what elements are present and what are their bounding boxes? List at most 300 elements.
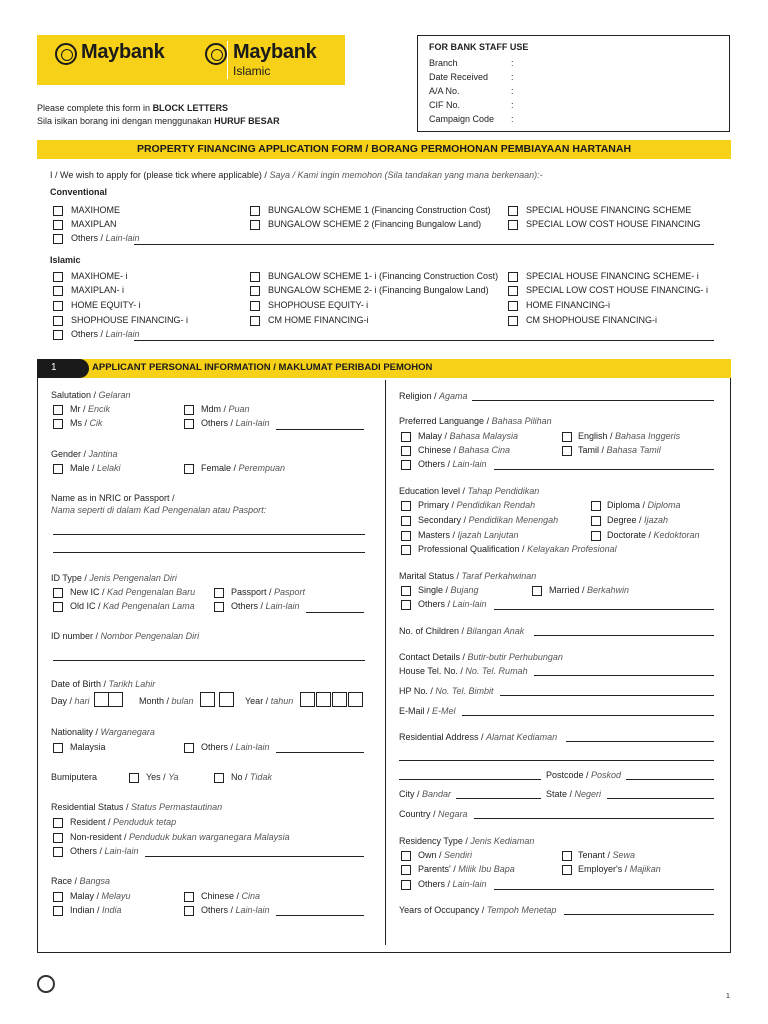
colon: : — [511, 86, 514, 96]
nationality-others-field[interactable] — [276, 752, 364, 753]
label-en: English / — [578, 431, 616, 441]
salutation-others-label — [201, 418, 270, 428]
married-label — [549, 585, 629, 595]
label-my: hari — [74, 696, 90, 706]
state-label — [546, 789, 601, 799]
maxiplan-i-checkbox[interactable] — [53, 286, 63, 296]
race-malay-checkbox[interactable] — [53, 892, 63, 902]
edu-doctorate-checkbox[interactable] — [591, 531, 601, 541]
shophouse-fin-i-label: SHOPHOUSE FINANCING- i — [71, 315, 189, 325]
bumiputera-label: Bumiputera — [51, 772, 98, 782]
children-field[interactable] — [534, 635, 714, 636]
label-my: Bahasa Tamil — [606, 445, 661, 455]
special-lowcost-i-label: SPECIAL LOW COST HOUSE FINANCING- i — [526, 285, 709, 295]
label-en: Parents' / — [418, 864, 459, 874]
staff-branch-label: Branch — [429, 58, 458, 68]
occupancy-field[interactable] — [564, 914, 714, 915]
label-en: Others / — [418, 459, 453, 469]
label-en: Secondary / — [418, 515, 469, 525]
special-house-checkbox[interactable] — [508, 206, 518, 216]
label-en: Others / — [201, 742, 236, 752]
maxihome-i-checkbox[interactable] — [53, 272, 63, 282]
restype-others-checkbox[interactable] — [401, 880, 411, 890]
address-field-2[interactable] — [399, 760, 714, 761]
edu-diploma-label — [607, 500, 681, 510]
edu-primary-label — [418, 500, 535, 510]
label-my: Milik Ibu Bapa — [458, 864, 515, 874]
resstatus-others-label — [70, 846, 139, 856]
single-checkbox[interactable] — [401, 586, 411, 596]
label-my: Jantina — [88, 449, 118, 459]
label-my: Bahasa Malaysia — [449, 431, 519, 441]
idtype-others-checkbox[interactable] — [214, 602, 224, 612]
bumi-no-checkbox[interactable] — [214, 773, 224, 783]
label-my: Jenis Pengenalan Diri — [89, 573, 177, 583]
label-my: Cik — [89, 418, 103, 428]
label-my: Cina — [241, 891, 261, 901]
label-my: Bilangan Anak — [466, 626, 525, 636]
resident-label — [70, 817, 176, 827]
label-my: Berkahwin — [587, 585, 630, 595]
edu-degree-checkbox[interactable] — [591, 516, 601, 526]
label-my: Tahap Pendidikan — [467, 486, 540, 496]
label-en: Date of Birth / — [51, 679, 109, 689]
section-number: 1 — [51, 362, 57, 373]
bumi-yes-label — [146, 772, 179, 782]
race-malay-label — [70, 891, 131, 901]
label-my: Kelayakan Profesional — [527, 544, 617, 554]
special-lowcost-checkbox[interactable] — [508, 220, 518, 230]
year-box-1[interactable] — [300, 692, 315, 707]
shophouse-equity-i-label: SHOPHOUSE EQUITY- i — [268, 300, 369, 310]
city-field[interactable] — [456, 798, 541, 799]
lang-english-label — [578, 431, 680, 441]
lang-others-label — [418, 459, 487, 469]
children-label — [399, 626, 524, 636]
restype-others-label — [418, 879, 487, 889]
new-ic-label — [70, 587, 195, 597]
label-my: Warganegara — [100, 727, 155, 737]
bungalow2-label: BUNGALOW SCHEME 2 (Financing Bungalow Land) — [268, 219, 482, 229]
label-my: Lain-lain — [235, 905, 270, 915]
own-label — [418, 850, 472, 860]
tenant-label — [578, 850, 635, 860]
single-label — [418, 585, 479, 595]
married-checkbox[interactable] — [532, 586, 542, 596]
bank-staff-use-box — [417, 35, 730, 132]
salutation-label — [51, 390, 131, 400]
logo-divider — [227, 41, 228, 79]
label-en: Month / — [139, 696, 172, 706]
malaysia-label: Malaysia — [70, 742, 106, 752]
malaysia-checkbox[interactable] — [53, 743, 63, 753]
label-en: Postcode / — [546, 770, 592, 780]
gender-label — [51, 449, 118, 459]
label-en: Year / — [245, 696, 271, 706]
staff-box-title: FOR BANK STAFF USE — [429, 42, 529, 52]
label-my: India — [102, 905, 122, 915]
address-field-3[interactable] — [399, 779, 541, 780]
home-fin-i-label: HOME FINANCING-i — [526, 300, 610, 310]
nonresident-checkbox[interactable] — [53, 833, 63, 843]
label-my: Poskod — [591, 770, 622, 780]
label-my: E-Mel — [432, 706, 456, 716]
staff-cif-label: CIF No. — [429, 100, 461, 110]
section-number-badge — [37, 359, 89, 378]
male-checkbox[interactable] — [53, 464, 63, 474]
year-label — [245, 696, 293, 706]
religion-label — [399, 391, 468, 401]
marital-others-checkbox[interactable] — [401, 600, 411, 610]
lang-tamil-label — [578, 445, 661, 455]
label-my: Lain-lain — [235, 742, 270, 752]
lang-malay-label — [418, 431, 518, 441]
maybank-tiger-icon — [55, 43, 77, 65]
label-my: Jenis Kediaman — [470, 836, 535, 846]
label-my: Butir-butir Perhubungan — [467, 652, 563, 662]
instruction-emphasis: BLOCK LETTERS — [152, 103, 229, 113]
maybank-logo-banner — [37, 35, 345, 85]
email-field[interactable] — [462, 715, 714, 716]
label-en: Degree / — [607, 515, 645, 525]
education-label — [399, 486, 539, 496]
resstatus-others-field[interactable] — [145, 856, 364, 857]
race-others-field[interactable] — [276, 915, 364, 916]
label-en: Tamil / — [578, 445, 607, 455]
bungalow1-i-checkbox[interactable] — [250, 272, 260, 282]
maxiplan-checkbox[interactable] — [53, 220, 63, 230]
race-chinese-checkbox[interactable] — [184, 892, 194, 902]
edu-secondary-checkbox[interactable] — [401, 516, 411, 526]
label-en: Country / — [399, 809, 439, 819]
label-en: E-Mail / — [399, 706, 433, 716]
label-my: Majikan — [629, 864, 661, 874]
label-en: Yes / — [146, 772, 169, 782]
nationality-others-checkbox[interactable] — [184, 743, 194, 753]
section-1-title: APPLICANT PERSONAL INFORMATION / MAKLUMAT PERIBADI PEMOHON — [92, 362, 433, 373]
female-label — [201, 463, 285, 473]
label-my: Tidak — [250, 772, 272, 782]
label-en: Malay / — [70, 891, 102, 901]
year-box-4[interactable] — [348, 692, 363, 707]
day-box-1[interactable] — [94, 692, 109, 707]
home-equity-i-checkbox[interactable] — [53, 301, 63, 311]
bungalow1-checkbox[interactable] — [250, 206, 260, 216]
label-my: Lain-lain — [452, 879, 487, 889]
mr-checkbox[interactable] — [53, 405, 63, 415]
label-en: Employer's / — [578, 864, 630, 874]
label-my: Perempuan — [238, 463, 286, 473]
intro-line — [50, 170, 543, 180]
label-my: Ya — [168, 772, 179, 782]
label-en: State / — [546, 789, 575, 799]
label-en: Others / — [71, 329, 106, 339]
label-en: ID Type / — [51, 573, 90, 583]
parents-label — [418, 864, 515, 874]
state-field[interactable] — [607, 798, 714, 799]
race-indian-checkbox[interactable] — [53, 906, 63, 916]
female-checkbox[interactable] — [184, 464, 194, 474]
old-ic-checkbox[interactable] — [53, 602, 63, 612]
label-my: Bahasa Inggeris — [615, 431, 681, 441]
label-en: Mr / — [70, 404, 88, 414]
page-number: 1 — [726, 993, 730, 1000]
cm-home-i-checkbox[interactable] — [250, 316, 260, 326]
label-en: Indian / — [70, 905, 103, 915]
passport-label — [231, 587, 305, 597]
label-my: Sendiri — [444, 850, 473, 860]
label-en: Single / — [418, 585, 451, 595]
nationality-others-label — [201, 742, 270, 752]
occupancy-label — [399, 905, 556, 915]
tenant-checkbox[interactable] — [562, 851, 572, 861]
bungalow2-i-checkbox[interactable] — [250, 286, 260, 296]
maybank-logo-text: Maybank — [81, 41, 165, 63]
label-my: Kedoktoran — [653, 530, 700, 540]
bumi-no-label — [231, 772, 272, 782]
label-en: Nationality / — [51, 727, 101, 737]
label-my: Lain-lain — [105, 329, 140, 339]
postcode-label — [546, 770, 621, 780]
name-label: Name as in NRIC or Passport / — [51, 493, 175, 503]
label-en: Residential Status / — [51, 802, 132, 812]
maxihome-checkbox[interactable] — [53, 206, 63, 216]
lang-malay-checkbox[interactable] — [401, 432, 411, 442]
label-my: Bahasa Cina — [458, 445, 511, 455]
residency-type-label — [399, 836, 534, 846]
month-label — [139, 696, 194, 706]
staff-date-label: Date Received — [429, 72, 489, 82]
label-my: Lain-lain — [105, 233, 140, 243]
label-en: Masters / — [418, 530, 458, 540]
label-my: Gelaran — [98, 390, 131, 400]
label-my: Lain-lain — [104, 846, 139, 856]
colon: : — [511, 100, 514, 110]
label-en: Years of Occupancy / — [399, 905, 487, 915]
label-my: Bahasa Pilihan — [491, 416, 552, 426]
label-en: Resident / — [70, 817, 114, 827]
label-en: Residential Address / — [399, 732, 487, 742]
label-en: Education level / — [399, 486, 468, 496]
label-my: bulan — [171, 696, 194, 706]
label-en: HP No. / — [399, 686, 436, 696]
label-en: Others / — [201, 905, 236, 915]
label-en: Others / — [418, 599, 453, 609]
label-en: Old IC / — [70, 601, 104, 611]
label-en: House Tel. No. / — [399, 666, 466, 676]
name-field-1[interactable] — [53, 534, 365, 535]
id-number-field[interactable] — [53, 660, 365, 661]
label-my: Pendidikan Rendah — [456, 500, 536, 510]
lang-others-field[interactable] — [494, 469, 714, 470]
bumi-yes-checkbox[interactable] — [129, 773, 139, 783]
home-fin-i-checkbox[interactable] — [508, 301, 518, 311]
edu-degree-label — [607, 515, 668, 525]
address-field-1[interactable] — [566, 741, 714, 742]
label-en: Chinese / — [201, 891, 242, 901]
label-my: Status Permastautinan — [131, 802, 223, 812]
idtype-others-field[interactable] — [306, 612, 364, 613]
male-label — [70, 463, 121, 473]
hp-field[interactable] — [500, 695, 714, 696]
conv-others-label — [71, 233, 140, 243]
city-label — [399, 789, 451, 799]
isl-others-label — [71, 329, 140, 339]
restype-others-field[interactable] — [494, 889, 714, 890]
month-box-2[interactable] — [219, 692, 234, 707]
isl-others-checkbox[interactable] — [53, 330, 63, 340]
staff-aa-label: A/A No. — [429, 86, 460, 96]
marital-others-label — [418, 599, 487, 609]
maxihome-label: MAXIHOME — [71, 205, 121, 215]
race-others-checkbox[interactable] — [184, 906, 194, 916]
mdm-label — [201, 404, 250, 414]
edu-professional-checkbox[interactable] — [401, 545, 411, 555]
contact-label — [399, 652, 563, 662]
label-en: Gender / — [51, 449, 89, 459]
islamic-heading: Islamic — [50, 255, 81, 265]
lang-english-checkbox[interactable] — [562, 432, 572, 442]
cm-home-i-label: CM HOME FINANCING-i — [268, 315, 369, 325]
marital-others-field[interactable] — [494, 609, 714, 610]
label-my: Kad Pengenalan Baru — [107, 587, 196, 597]
staff-campaign-label: Campaign Code — [429, 114, 495, 124]
instruction-text: Sila isikan borang ini dengan menggunakan — [37, 116, 215, 126]
label-en: Others / — [71, 233, 106, 243]
label-my: Alamat Kediaman — [486, 732, 558, 742]
label-my: Penduduk bukan warganegara Malaysia — [129, 832, 290, 842]
label-my: Melayu — [101, 891, 131, 901]
maxiplan-label: MAXIPLAN — [71, 219, 117, 229]
special-lowcost-label: SPECIAL LOW COST HOUSE FINANCING — [526, 219, 701, 229]
label-my: Negeri — [574, 789, 602, 799]
ms-label — [70, 418, 103, 428]
label-en: Residency Type / — [399, 836, 471, 846]
special-house-i-checkbox[interactable] — [508, 272, 518, 282]
bungalow1-label: BUNGALOW SCHEME 1 (Financing Construction Cost) — [268, 205, 491, 215]
intro-my: Saya / Kami ingin memohon (Sila tandakan yang mana berkenaan):- — [269, 170, 543, 180]
edu-primary-checkbox[interactable] — [401, 501, 411, 511]
label-my: Lain-lain — [235, 418, 270, 428]
intro-en: I / We wish to apply for (please tick where applicable) / — [50, 170, 270, 180]
label-en: Preferred Languange / — [399, 416, 492, 426]
address-label — [399, 732, 557, 742]
ms-checkbox[interactable] — [53, 419, 63, 429]
label-en: Others / — [70, 846, 105, 856]
conv-others-checkbox[interactable] — [53, 234, 63, 244]
instruction-text: Please complete this form in — [37, 103, 153, 113]
id-type-label — [51, 573, 177, 583]
postcode-field[interactable] — [626, 779, 714, 780]
race-others-label — [201, 905, 270, 915]
isl-others-field[interactable] — [134, 340, 714, 341]
label-en: Passport / — [231, 587, 275, 597]
own-checkbox[interactable] — [401, 851, 411, 861]
residential-status-label — [51, 802, 222, 812]
hp-label — [399, 686, 494, 696]
special-house-i-label: SPECIAL HOUSE FINANCING SCHEME- i — [526, 271, 699, 281]
maybank-islamic-tiger-icon — [205, 43, 227, 65]
special-house-label: SPECIAL HOUSE FINANCING SCHEME — [526, 205, 692, 215]
special-lowcost-i-checkbox[interactable] — [508, 286, 518, 296]
bungalow2-checkbox[interactable] — [250, 220, 260, 230]
label-my: Bujang — [450, 585, 479, 595]
day-box-2[interactable] — [108, 692, 123, 707]
employer-checkbox[interactable] — [562, 865, 572, 875]
form-title-bar — [37, 140, 731, 159]
month-box-1[interactable] — [200, 692, 215, 707]
conv-others-field[interactable] — [134, 244, 714, 245]
new-ic-checkbox[interactable] — [53, 588, 63, 598]
label-my: Agama — [439, 391, 468, 401]
label-my: Ijazah — [644, 515, 669, 525]
label-en: Marital Status / — [399, 571, 462, 581]
mdm-checkbox[interactable] — [184, 405, 194, 415]
form-title: PROPERTY FINANCING APPLICATION FORM / BORANG PERMOHONAN PEMBIAYAAN HARTANAH — [136, 143, 632, 155]
islamic-subtitle: Islamic — [233, 64, 271, 78]
label-en: Others / — [231, 601, 266, 611]
label-en: Others / — [201, 418, 236, 428]
house-tel-field[interactable] — [534, 675, 714, 676]
label-en: Non-resident / — [70, 832, 130, 842]
maxiplan-i-label: MAXIPLAN- i — [71, 285, 125, 295]
bungalow2-i-label: BUNGALOW SCHEME 2- i (Financing Bungalow Land) — [268, 285, 489, 295]
label-my: Encik — [88, 404, 111, 414]
salutation-others-checkbox[interactable] — [184, 419, 194, 429]
label-my: Puan — [228, 404, 250, 414]
label-my: Pasport — [274, 587, 306, 597]
year-box-3[interactable] — [332, 692, 347, 707]
label-my: Sewa — [612, 850, 636, 860]
shophouse-equity-i-checkbox[interactable] — [250, 301, 260, 311]
year-box-2[interactable] — [316, 692, 331, 707]
maybank-islamic-logo-text: Maybank — [233, 41, 317, 63]
resstatus-others-checkbox[interactable] — [53, 847, 63, 857]
passport-checkbox[interactable] — [214, 588, 224, 598]
religion-field[interactable] — [472, 400, 714, 401]
label-en: Contact Details / — [399, 652, 468, 662]
label-en: Mdm / — [201, 404, 229, 414]
label-my: Tarikh Lahir — [108, 679, 156, 689]
name-field-2[interactable] — [53, 552, 365, 553]
colon: : — [511, 72, 514, 82]
label-en: Day / — [51, 696, 75, 706]
label-my: Lelaki — [97, 463, 121, 473]
edu-masters-checkbox[interactable] — [401, 531, 411, 541]
edu-diploma-checkbox[interactable] — [591, 501, 601, 511]
language-label — [399, 416, 552, 426]
resident-checkbox[interactable] — [53, 818, 63, 828]
label-en: Doctorate / — [607, 530, 654, 540]
label-my: No. Tel. Rumah — [465, 666, 528, 676]
email-label — [399, 706, 456, 716]
label-en: City / — [399, 789, 423, 799]
salutation-others-field[interactable] — [276, 429, 364, 430]
country-field[interactable] — [474, 818, 714, 819]
race-chinese-label — [201, 891, 260, 901]
column-divider — [385, 380, 386, 945]
employer-label — [578, 864, 661, 874]
lang-others-checkbox[interactable] — [401, 460, 411, 470]
shophouse-fin-i-checkbox[interactable] — [53, 316, 63, 326]
label-en: Tenant / — [578, 850, 613, 860]
cm-shophouse-i-checkbox[interactable] — [508, 316, 518, 326]
lang-tamil-checkbox[interactable] — [562, 446, 572, 456]
lang-chinese-checkbox[interactable] — [401, 446, 411, 456]
label-en: Professional Qualification / — [418, 544, 528, 554]
parents-checkbox[interactable] — [401, 865, 411, 875]
label-en: Others / — [418, 879, 453, 889]
